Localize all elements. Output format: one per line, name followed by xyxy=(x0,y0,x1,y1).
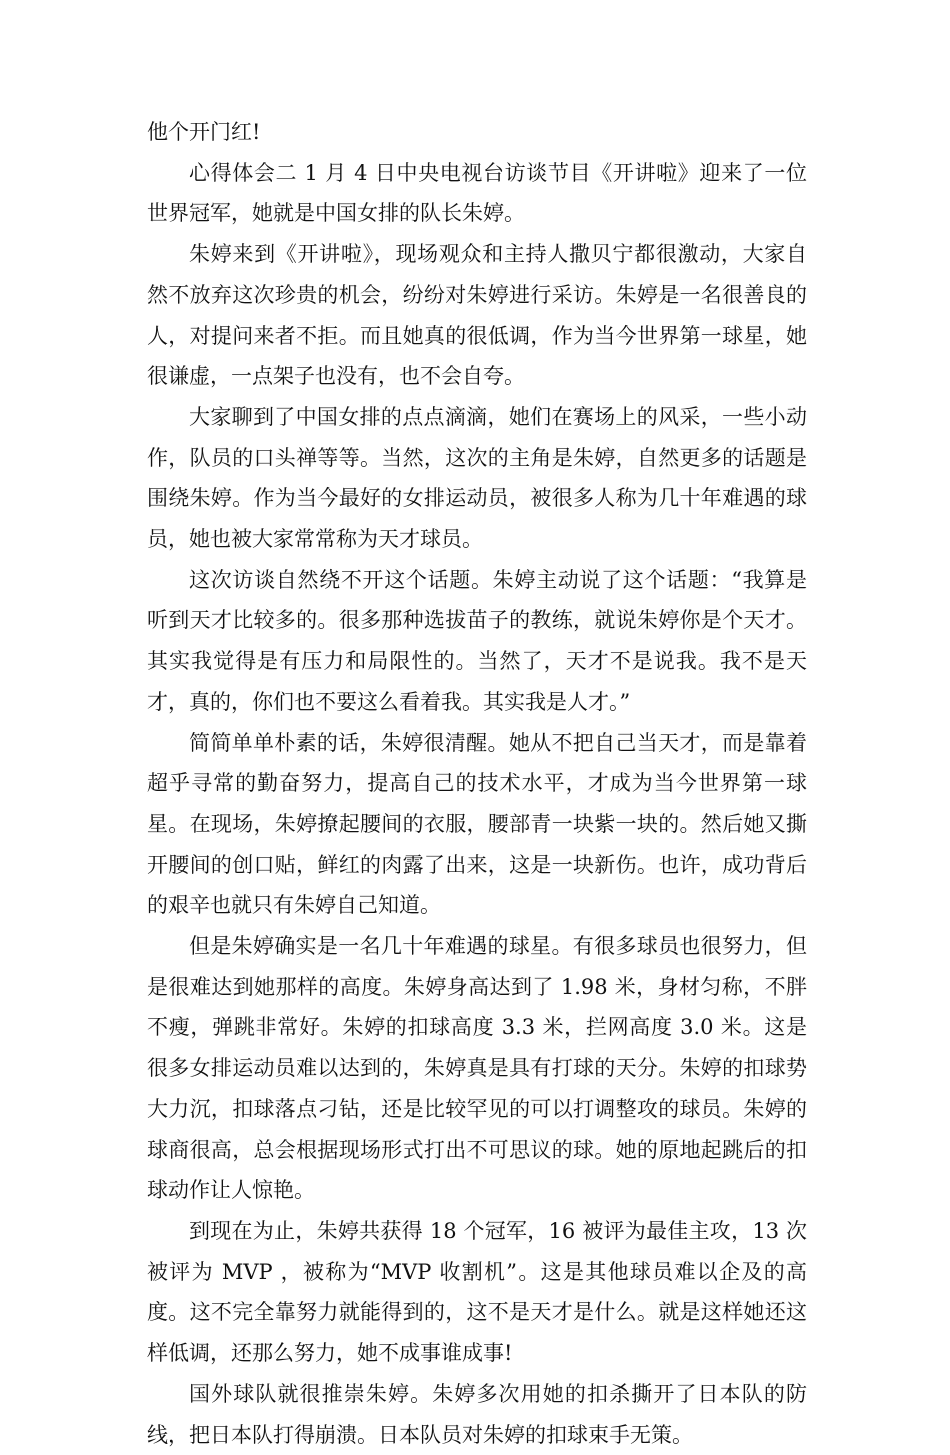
paragraph: 到现在为止，朱婷共获得 18 个冠军，16 被评为最佳主攻，13 次被评为 MVP ，被称为“MVP 收割机”。这是其他球员难以企及的高度。这不完全靠努力就能得到的，这不是天才是什么。就是这样她还这样低调，还那么努力，她不成事谁成事! xyxy=(147,1218,807,1366)
paragraph: 朱婷来到《开讲啦》，现场观众和主持人撒贝宁都很激动，大家自然不放弃这次珍贵的机会，纷纷对朱婷进行采访。朱婷是一名很善良的人，对提问来者不拒。而且她真的很低调，作为当今世界第一球星，她很谦虚，一点架子也没有，也不会自夸。 xyxy=(147,242,807,389)
document-body xyxy=(147,112,807,1455)
paragraph: 这次访谈自然绕不开这个话题。朱婷主动说了这个话题：“我算是听到天才比较多的。很多那种选拔苗子的教练，就说朱婷你是个天才。其实我觉得是有压力和局限性的。当然了，天才不是说我。我不是天才，真的，你们也不要这么看着我。其实我是人才。” xyxy=(147,567,807,714)
paragraph: 心得体会二 1 月 4 日中央电视台访谈节目《开讲啦》迎来了一位世界冠军，她就是中国女排的队长朱婷。 xyxy=(147,160,807,226)
paragraph: 大家聊到了中国女排的点点滴滴，她们在赛场上的风采，一些小动作，队员的口头禅等等。当然，这次的主角是朱婷，自然更多的话题是围绕朱婷。作为当今最好的女排运动员，被很多人称为几十年难遇的球员，她也被大家常常称为天才球员。 xyxy=(147,404,807,552)
paragraph: 简简单单朴素的话，朱婷很清醒。她从不把自己当天才，而是靠着超乎寻常的勤奋努力，提高自己的技术水平，才成为当今世界第一球星。在现场，朱婷撩起腰间的衣服，腰部青一块紫一块的。然后她又撕开腰间的创口贴，鲜红的肉露了出来，这是一块新伤。也许，成功背后的艰辛也就只有朱婷自己知道。 xyxy=(147,730,807,918)
paragraph: 但是朱婷确实是一名几十年难遇的球星。有很多球员也很努力，但是很难达到她那样的高度。朱婷身高达到了 1.98 米，身材匀称，不胖不瘦，弹跳非常好。朱婷的扣球高度 3.3 米，拦网高度 3.0 米。这是很多女排运动员难以达到的，朱婷真是具有打球的天分。朱婷的扣球势大力沉，扣球落点刁钻，还是比较罕见的可以打调整攻的球员。朱婷的球商很高，总会根据现场形式打出不可思议的球。她的原地起跳后的扣球动作让人惊艳。 xyxy=(147,934,807,1203)
paragraph: 他个开门红! xyxy=(147,120,261,144)
paragraph: 国外球队就很推崇朱婷。朱婷多次用她的扣杀撕开了日本队的防线，把日本队打得崩溃。日本队员对朱婷的扣球束手无策。 xyxy=(147,1381,807,1447)
